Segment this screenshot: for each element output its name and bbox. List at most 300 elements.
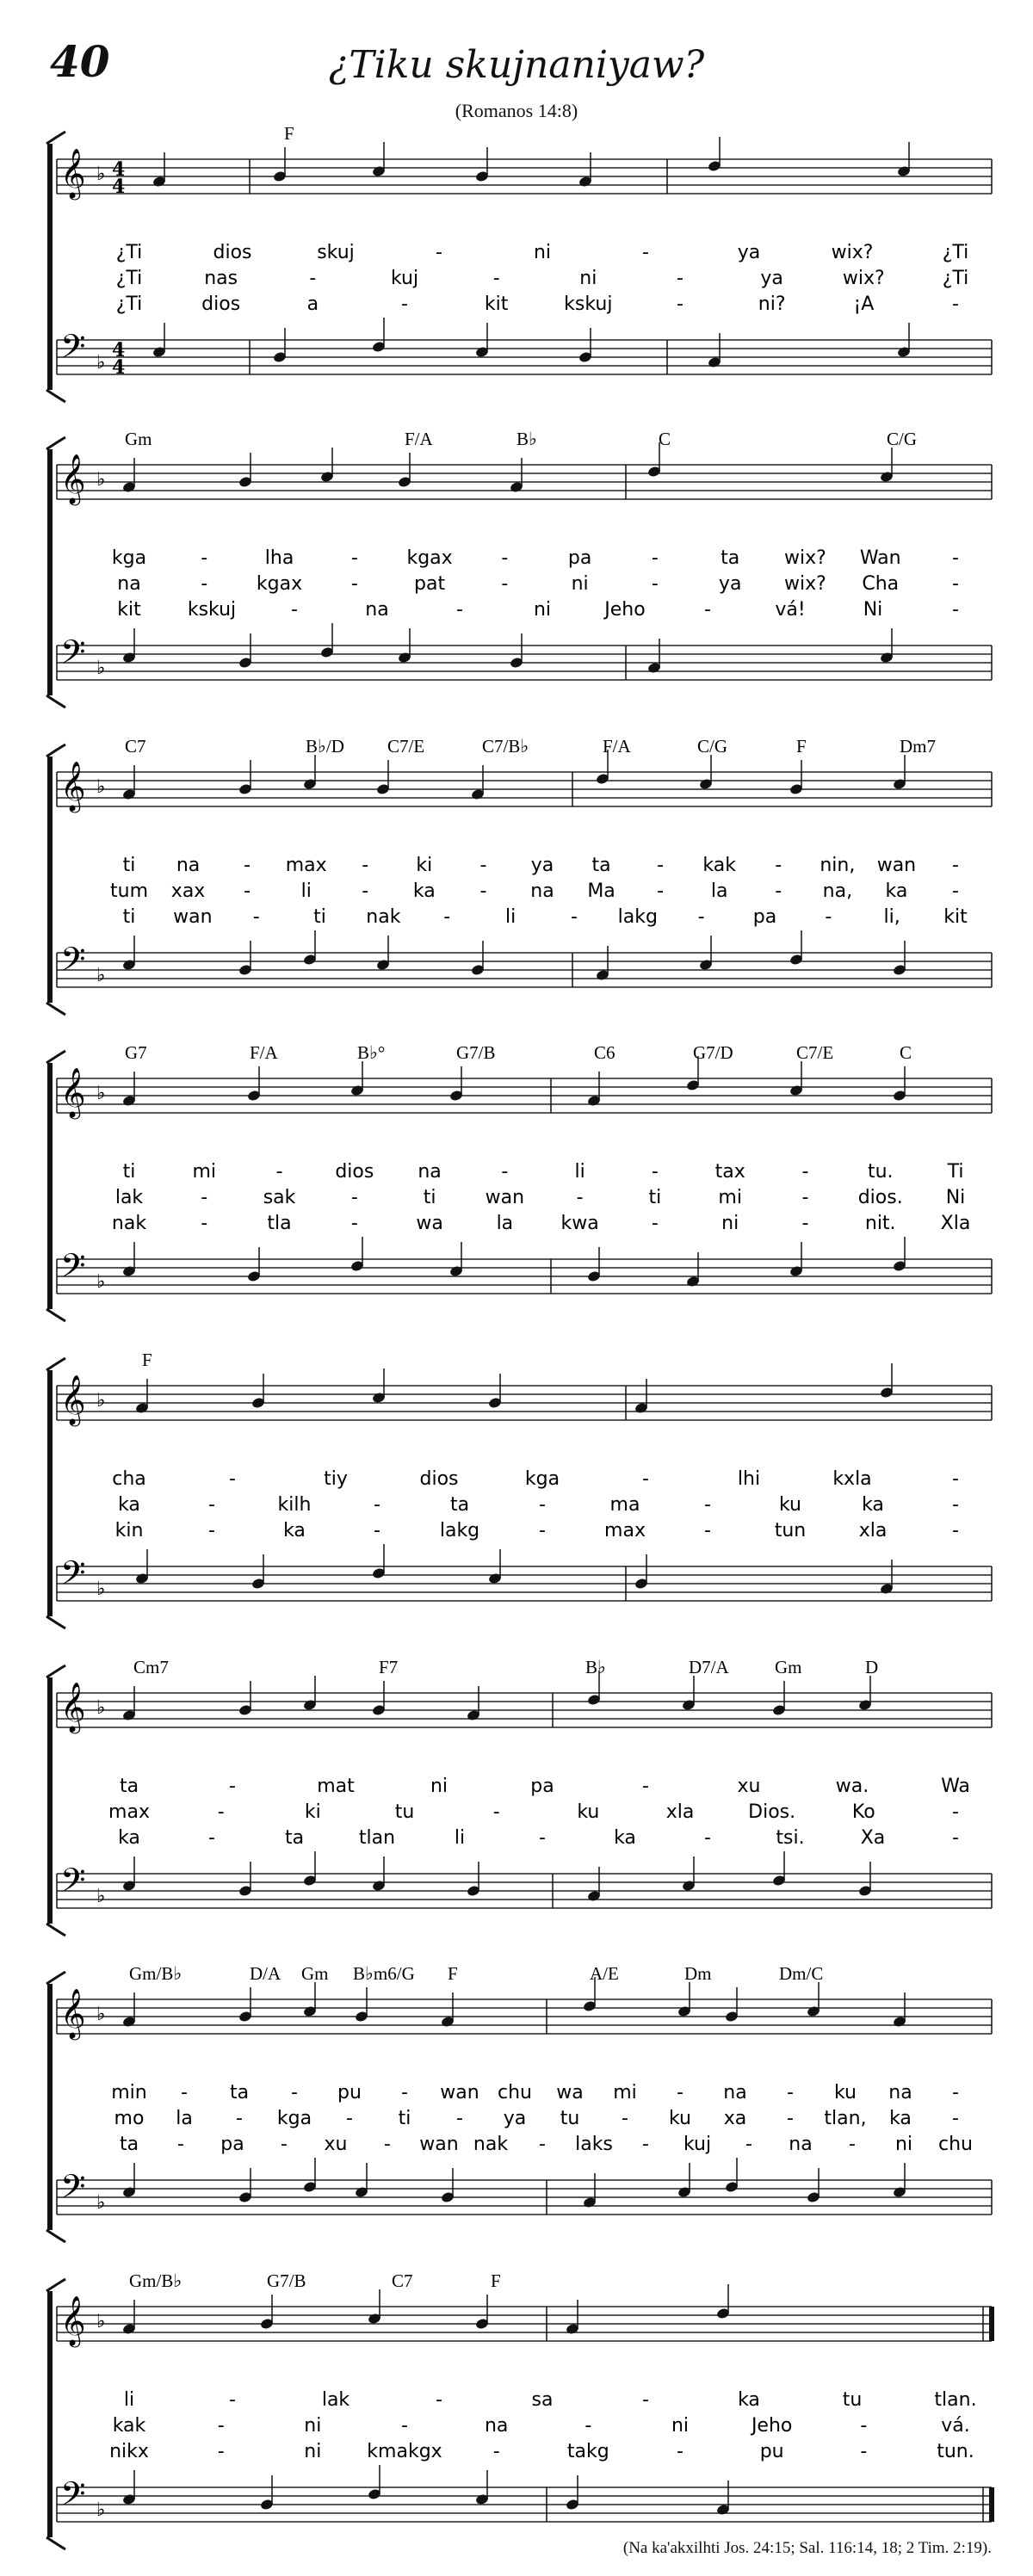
lyric-hyphen: -	[244, 880, 251, 902]
lyric-hyphen: -	[346, 2108, 353, 2129]
lyric-syllable: na,	[822, 880, 853, 902]
lyric-syllable: lakg	[617, 906, 658, 928]
bracket-top	[46, 1972, 65, 1984]
lyric-syllable: ni	[533, 242, 552, 263]
system-6	[46, 1657, 992, 1936]
lyric-hyphen: -	[657, 855, 665, 876]
lyric-syllable: tlan	[358, 1827, 396, 1849]
lyric-syllable: tun	[774, 1520, 807, 1541]
chord-symbol: F	[448, 1963, 458, 1984]
lyric-hyphen: -	[849, 2134, 856, 2155]
bass-clef-icon: 𝄢	[60, 633, 86, 679]
lyric-syllable: ¿Ti	[115, 242, 143, 263]
lyric-syllable: na	[530, 880, 554, 902]
treble-clef-icon: 𝄞	[60, 454, 86, 503]
lyric-hyphen: -	[570, 906, 578, 928]
bass-clef-icon: 𝄢	[60, 327, 86, 374]
chord-symbol: B♭	[585, 1657, 606, 1677]
treble-staff	[57, 454, 992, 506]
chord-symbol: F/A	[603, 736, 631, 757]
lyric-syllable: dios	[335, 1161, 374, 1183]
lyric-syllable: wix?	[831, 242, 874, 263]
chord-symbol: Gm	[125, 429, 152, 449]
chord-symbol: D7/A	[689, 1657, 729, 1677]
treble-staff	[57, 761, 992, 813]
lyric-hyphen: -	[208, 1827, 215, 1849]
bracket-top	[46, 2279, 65, 2291]
lyric-syllable: kskuj	[564, 293, 613, 315]
lyric-hyphen: -	[952, 293, 959, 315]
lyric-hyphen: -	[651, 1213, 659, 1234]
lyric-hyphen: -	[539, 2134, 546, 2155]
lyric-syllable: ti	[122, 855, 136, 876]
lyric-syllable: ya	[503, 2108, 527, 2129]
lyric-syllable: ka	[283, 1520, 306, 1541]
bass-staff	[57, 1861, 992, 1908]
lyric-hyphen: -	[539, 1520, 546, 1541]
bass-staff	[57, 1246, 992, 1294]
lyric-syllable: na	[418, 1161, 442, 1183]
lyric-hyphen: -	[401, 293, 408, 315]
lyric-hyphen: -	[479, 880, 487, 902]
lyric-syllable: ta	[284, 1827, 305, 1849]
lyric-syllable: ni	[571, 573, 589, 595]
bass-staff	[57, 940, 992, 987]
lyric-syllable: li	[504, 906, 516, 928]
lyric-hyphen: -	[775, 880, 782, 902]
lyric-syllable: wan	[876, 855, 917, 876]
treble-clef-icon: 𝄞	[60, 761, 86, 811]
bass-clef-icon: 𝄢	[60, 1861, 86, 1907]
lyric-hyphen: -	[436, 242, 442, 263]
chord-symbol: C6	[594, 1042, 615, 1063]
bracket-bottom	[46, 1924, 65, 1936]
bass-clef-icon: 𝄢	[60, 940, 86, 986]
lyric-syllable: Dios.	[748, 1801, 796, 1823]
bass-staff	[57, 1554, 992, 1601]
lyric-hyphen: -	[492, 268, 500, 289]
lyric-syllable: wan	[173, 906, 213, 928]
key-flat-icon: ♭	[96, 352, 106, 374]
chord-symbol: D/A	[250, 1963, 281, 1984]
system-7	[46, 1963, 992, 2242]
chord-symbol: F/A	[250, 1042, 278, 1063]
lyric-syllable: nak	[111, 1213, 147, 1234]
lyric-syllable: kga	[276, 2108, 312, 2129]
bracket-bottom	[46, 1309, 65, 1321]
lyric-hyphen: -	[177, 2134, 184, 2155]
lyric-syllable: ka	[118, 1827, 140, 1849]
lyric-syllable: chu	[498, 2082, 532, 2103]
lyric-syllable: min	[111, 2082, 147, 2103]
lyric-syllable: xla	[858, 1520, 888, 1541]
lyric-hyphen: -	[585, 2415, 592, 2437]
lyric-syllable: Ni	[945, 1187, 966, 1208]
chord-symbol: Dm	[684, 1963, 712, 1984]
lyric-hyphen: -	[201, 547, 208, 569]
lyric-syllable: xa	[723, 2108, 747, 2129]
lyric-syllable: ka	[614, 1827, 636, 1849]
time-signature: 4	[112, 158, 126, 181]
lyric-syllable: laks	[575, 2134, 613, 2155]
lyric-hyphen: -	[208, 1494, 215, 1516]
lyric-hyphen: -	[362, 880, 369, 902]
lyric-syllable: li	[454, 1827, 466, 1849]
system-3	[46, 736, 992, 1015]
treble-staff	[57, 2295, 992, 2348]
bracket-bottom	[46, 1003, 65, 1015]
lyric-syllable: ti	[122, 906, 136, 928]
lyric-hyphen: -	[443, 906, 451, 928]
lyric-hyphen: -	[651, 547, 659, 569]
lyric-hyphen: -	[244, 855, 251, 876]
bracket-top	[46, 437, 65, 449]
lyric-syllable: ta	[229, 2082, 250, 2103]
lyric-hyphen: -	[252, 906, 260, 928]
lyric-syllable: kak	[702, 855, 737, 876]
chord-symbol: B♭m6/G	[353, 1963, 415, 1984]
chord-symbol: Gm/B♭	[129, 2270, 182, 2291]
bass-clef-icon: 𝄢	[60, 1246, 86, 1293]
time-signature: 4	[112, 176, 126, 198]
bracket-bottom	[46, 2230, 65, 2242]
lyric-syllable: wix?	[784, 573, 826, 595]
lyric-syllable: pa	[752, 906, 777, 928]
lyric-syllable: nit.	[864, 1213, 896, 1234]
lyric-hyphen: -	[952, 2082, 959, 2103]
song-number: 40	[50, 36, 110, 87]
system-2	[46, 429, 992, 707]
key-flat-icon: ♭	[96, 2004, 106, 2025]
key-flat-icon: ♭	[96, 965, 106, 986]
lyric-syllable: tax	[714, 1161, 745, 1183]
lyric-syllable: nak	[366, 906, 401, 928]
lyric-syllable: ¡A	[853, 293, 875, 315]
chord-symbol: C/G	[697, 736, 728, 757]
lyric-syllable: ku	[833, 2082, 857, 2103]
lyric-hyphen: -	[952, 547, 959, 569]
key-flat-icon: ♭	[96, 658, 106, 679]
lyric-syllable: max	[604, 1520, 646, 1541]
lyric-syllable: ni	[894, 2134, 913, 2155]
lyric-hyphen: -	[291, 2082, 298, 2103]
lyric-hyphen: -	[642, 2389, 649, 2411]
lyric-hyphen: -	[952, 1801, 959, 1823]
lyric-syllable: kmakgx	[367, 2441, 442, 2462]
lyric-syllable: Jeho	[604, 599, 646, 621]
lyric-hyphen: -	[677, 293, 684, 315]
lyric-syllable: ni	[304, 2415, 322, 2437]
system-8	[46, 2270, 992, 2549]
lyric-hyphen: -	[181, 2082, 188, 2103]
lyric-syllable: ya	[718, 573, 742, 595]
lyric-hyphen: -	[362, 855, 369, 876]
lyric-hyphen: -	[952, 1468, 959, 1490]
lyric-hyphen: -	[492, 1801, 500, 1823]
chord-symbol: D	[865, 1657, 879, 1677]
lyric-hyphen: -	[642, 1468, 649, 1490]
chord-symbol: C7/E	[796, 1042, 834, 1063]
lyric-syllable: wan	[419, 2134, 459, 2155]
chord-symbol: G7/D	[693, 1042, 733, 1063]
system-5	[46, 1350, 992, 1628]
chord-symbol: Gm/B♭	[129, 1963, 182, 1984]
time-signature: 4	[112, 356, 126, 379]
lyric-syllable: ka	[118, 1494, 140, 1516]
lyric-syllable: tlan,	[824, 2108, 867, 2129]
song-title: ¿Tiku skujnaniyaw?	[328, 43, 705, 87]
lyric-hyphen: -	[642, 2134, 649, 2155]
lyric-syllable: ¿Ti	[115, 293, 143, 315]
chord-symbol: F7	[379, 1657, 399, 1677]
lyric-syllable: mi	[718, 1187, 742, 1208]
lyric-hyphen: -	[479, 855, 487, 876]
lyric-syllable: sak	[263, 1187, 296, 1208]
lyric-syllable: vá!	[775, 599, 806, 621]
lyric-syllable: ta	[449, 1494, 470, 1516]
lyric-syllable: dios	[419, 1468, 459, 1490]
key-flat-icon: ♭	[96, 469, 106, 491]
bass-staff	[57, 327, 992, 379]
chord-symbol: C7/E	[387, 736, 425, 757]
lyric-syllable: ti	[648, 1187, 662, 1208]
lyric-syllable: skuj	[317, 242, 355, 263]
lyric-syllable: takg	[566, 2441, 609, 2462]
lyric-syllable: nikx	[109, 2441, 149, 2462]
lyric-syllable: lha	[264, 547, 294, 569]
lyric-syllable: ni	[721, 1213, 739, 1234]
chord-symbol: F	[796, 736, 807, 757]
lyric-syllable: tun.	[937, 2441, 974, 2462]
lyric-syllable: xu	[737, 1776, 761, 1797]
chord-symbol: C7	[392, 2270, 413, 2291]
lyric-syllable: ni	[304, 2441, 322, 2462]
lyric-syllable: la	[496, 1213, 514, 1234]
lyric-syllable: kwa	[560, 1213, 599, 1234]
lyric-syllable: wix?	[784, 547, 826, 569]
lyric-hyphen: -	[350, 1213, 358, 1234]
lyric-syllable: na	[484, 2415, 509, 2437]
lyric-syllable: kit	[484, 293, 509, 315]
lyric-hyphen: -	[787, 2108, 794, 2129]
lyric-syllable: cha	[112, 1468, 146, 1490]
lyric-syllable: li	[123, 2389, 135, 2411]
chord-symbol: Gm	[775, 1657, 802, 1677]
lyric-syllable: nas	[204, 268, 238, 289]
treble-staff	[57, 148, 992, 201]
lyric-hyphen: -	[622, 2108, 628, 2129]
bass-staff	[57, 2167, 992, 2215]
lyric-syllable: ni	[579, 268, 597, 289]
lyric-hyphen: -	[201, 1213, 208, 1234]
lyric-syllable: dios	[213, 242, 252, 263]
lyric-syllable: na	[176, 855, 201, 876]
lyric-syllable: mo	[114, 2108, 145, 2129]
lyric-syllable: pu	[759, 2441, 784, 2462]
lyric-syllable: ¿Ti	[115, 268, 143, 289]
chord-symbol: Dm7	[900, 736, 936, 757]
lyric-hyphen: -	[952, 2108, 959, 2129]
lyric-syllable: Wa	[941, 1776, 970, 1797]
lyric-hyphen: -	[501, 573, 509, 595]
lyric-syllable: kit	[117, 599, 141, 621]
lyric-hyphen: -	[801, 1161, 809, 1183]
lyric-hyphen: -	[539, 1827, 546, 1849]
lyric-syllable: li,	[883, 906, 900, 928]
lyric-syllable: ti	[423, 1187, 436, 1208]
lyric-syllable: kuj	[683, 2134, 712, 2155]
treble-staff	[57, 1682, 992, 1734]
treble-staff	[57, 1067, 992, 1120]
lyric-syllable: kxla	[832, 1468, 872, 1490]
lyric-syllable: max	[285, 855, 327, 876]
chord-symbol: Dm/C	[779, 1963, 824, 1984]
lyric-syllable: xax	[170, 880, 206, 902]
bass-clef-icon: 𝄢	[60, 1554, 86, 1600]
chord-symbol: Gm	[301, 1963, 329, 1984]
key-flat-icon: ♭	[96, 1886, 106, 1907]
lyric-syllable: tu	[842, 2389, 863, 2411]
lyric-hyphen: -	[642, 242, 649, 263]
lyric-hyphen: -	[651, 573, 659, 595]
bracket-top	[46, 1665, 65, 1677]
lyric-hyphen: -	[704, 1520, 711, 1541]
lyric-syllable: kilh	[277, 1494, 312, 1516]
lyric-hyphen: -	[952, 1494, 959, 1516]
treble-clef-icon: 𝄞	[60, 1374, 86, 1424]
lyric-hyphen: -	[350, 573, 358, 595]
bass-staff	[57, 2474, 992, 2522]
lyric-syllable: ka	[889, 2108, 912, 2129]
lyric-syllable: ni	[671, 2415, 690, 2437]
bracket-top	[46, 744, 65, 757]
lyric-hyphen: -	[492, 2441, 500, 2462]
lyric-hyphen: -	[787, 2082, 794, 2103]
lyric-syllable: ti	[122, 1161, 136, 1183]
lyric-syllable: kgax	[256, 573, 303, 595]
lyric-syllable: ¿Ti	[942, 242, 969, 263]
lyric-syllable: ya	[530, 855, 554, 876]
lyric-syllable: lak	[114, 1187, 144, 1208]
key-flat-icon: ♭	[96, 1271, 106, 1293]
lyric-hyphen: -	[401, 2415, 408, 2437]
lyric-syllable: la	[176, 2108, 193, 2129]
lyric-syllable: la	[710, 880, 728, 902]
lyric-syllable: kit	[943, 906, 968, 928]
treble-clef-icon: 𝄞	[60, 1067, 86, 1117]
lyric-syllable: vá.	[941, 2415, 970, 2437]
lyric-syllable: lhi	[737, 1468, 761, 1490]
bass-clef-icon: 𝄢	[60, 2167, 86, 2214]
chord-symbol: C	[900, 1042, 912, 1063]
key-flat-icon: ♭	[96, 1578, 106, 1600]
lyric-syllable: tlan.	[934, 2389, 977, 2411]
lyric-hyphen: -	[456, 599, 463, 621]
lyric-hyphen: -	[677, 268, 684, 289]
chord-symbol: Cm7	[133, 1657, 169, 1677]
lyric-syllable: Xa	[860, 1827, 886, 1849]
lyric-hyphen: -	[291, 599, 298, 621]
lyric-syllable: tiy	[324, 1468, 348, 1490]
lyric-syllable: Xla	[940, 1213, 971, 1234]
lyric-hyphen: -	[217, 2441, 225, 2462]
chord-symbol: F	[491, 2270, 501, 2291]
footnote: (Na ka'akxilhti Jos. 24:15; Sal. 116:14, 18; 2 Tim. 2:19).	[622, 2539, 992, 2557]
lyric-hyphen: -	[952, 1520, 959, 1541]
system-1	[46, 123, 992, 402]
lyric-hyphen: -	[374, 1520, 380, 1541]
lyric-hyphen: -	[229, 1468, 236, 1490]
chord-symbol: F/A	[405, 429, 433, 449]
lyric-hyphen: -	[801, 1187, 809, 1208]
lyric-syllable: li	[574, 1161, 585, 1183]
lyric-hyphen: -	[952, 855, 959, 876]
lyric-syllable: a	[306, 293, 319, 315]
lyric-syllable: kin	[114, 1520, 144, 1541]
lyric-hyphen: -	[952, 599, 959, 621]
lyric-hyphen: -	[275, 1161, 283, 1183]
lyric-hyphen: -	[309, 268, 317, 289]
lyric-syllable: tla	[267, 1213, 292, 1234]
lyric-hyphen: -	[201, 573, 208, 595]
scripture-reference: (Romanos 14:8)	[455, 100, 578, 121]
lyric-syllable: dios	[201, 293, 241, 315]
lyric-syllable: na	[789, 2134, 813, 2155]
lyric-hyphen: -	[704, 1827, 711, 1849]
lyric-hyphen: -	[704, 1494, 711, 1516]
bracket-bottom	[46, 695, 65, 707]
lyric-hyphen: -	[501, 547, 509, 569]
treble-staff	[57, 1374, 992, 1427]
lyric-syllable: pa	[530, 1776, 554, 1797]
lyric-syllable: pat	[414, 573, 446, 595]
lyric-syllable: max	[108, 1801, 150, 1823]
lyric-syllable: Cha	[862, 573, 900, 595]
lyric-hyphen: -	[860, 2415, 868, 2437]
lyric-syllable: kga	[524, 1468, 560, 1490]
chord-symbol: C7	[125, 736, 146, 757]
lyric-hyphen: -	[217, 1801, 225, 1823]
lyric-hyphen: -	[704, 599, 711, 621]
lyric-syllable: li	[300, 880, 312, 902]
lyric-syllable: ku	[668, 2108, 692, 2129]
lyric-syllable: na	[888, 2082, 912, 2103]
lyric-hyphen: -	[677, 2082, 684, 2103]
lyric-syllable: ta	[721, 547, 740, 569]
lyric-hyphen: -	[217, 2415, 225, 2437]
lyric-hyphen: -	[384, 2134, 391, 2155]
lyric-syllable: xla	[665, 1801, 695, 1823]
lyric-syllable: ku	[577, 1801, 600, 1823]
chord-symbol: B♭	[516, 429, 537, 449]
lyric-syllable: mat	[317, 1776, 355, 1797]
lyric-syllable: ka	[412, 880, 436, 902]
lyric-hyphen: -	[657, 880, 665, 902]
lyric-syllable: wa	[416, 1213, 443, 1234]
lyric-syllable: ka	[862, 1494, 884, 1516]
bracket-bottom	[46, 1616, 65, 1628]
lyric-hyphen: -	[952, 1827, 959, 1849]
key-flat-icon: ♭	[96, 2311, 106, 2332]
bracket-bottom	[46, 2537, 65, 2549]
lyric-hyphen: -	[401, 2082, 408, 2103]
lyric-syllable: ma	[609, 1494, 640, 1516]
chord-symbol: G7/B	[456, 1042, 496, 1063]
chord-symbol: C/G	[887, 429, 918, 449]
chord-symbol: C7/B♭	[482, 736, 529, 757]
lyric-syllable: tum	[110, 880, 148, 902]
lyric-syllable: ti	[313, 906, 326, 928]
